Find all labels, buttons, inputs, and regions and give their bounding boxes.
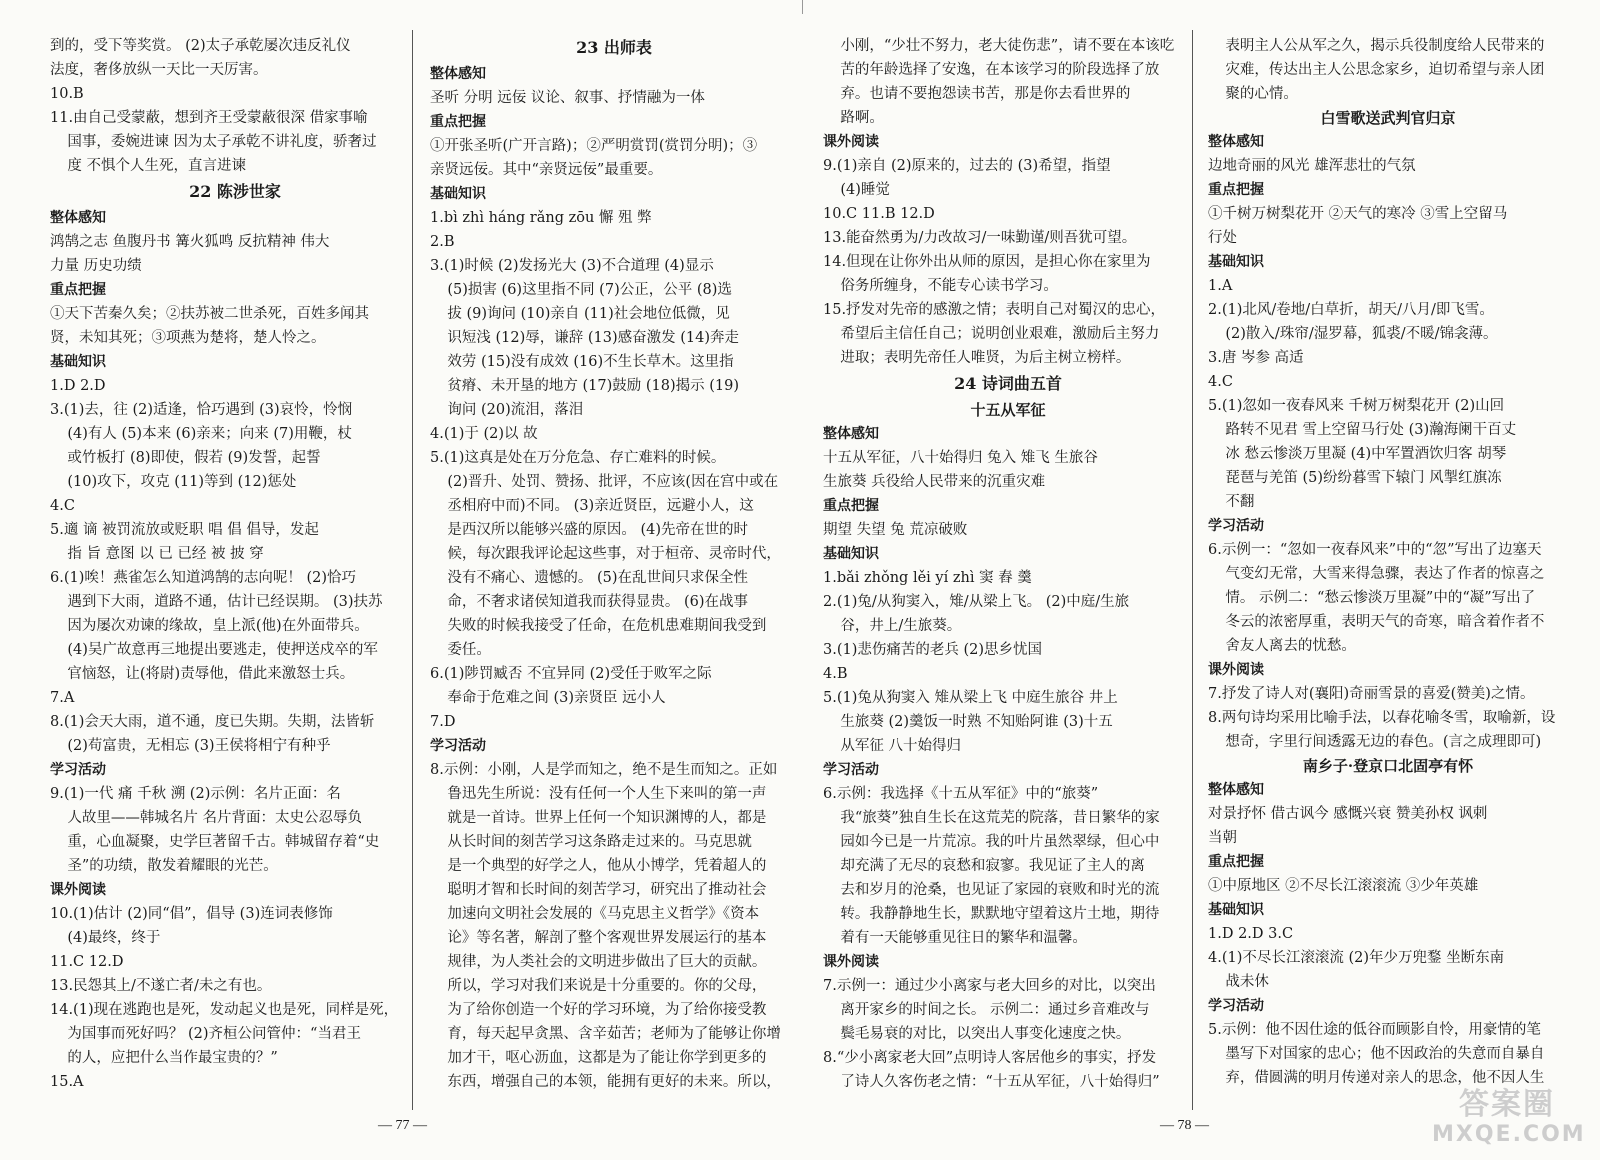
- text-line: 冬云的浓密厚重，表明天气的奇寒，暗含着作者不: [1225, 614, 1545, 630]
- text-line: 路啊。: [840, 110, 884, 126]
- text-line: 重，心血凝聚，史学巨著留千古。韩城留存着“史: [67, 834, 380, 850]
- section-heading: 整体感知: [50, 210, 106, 226]
- text-line: 4.C: [1208, 374, 1233, 390]
- text-line: 情。 示例二：“愁云惨淡万里凝”中的“凝”写出了: [1225, 590, 1536, 606]
- text-line: (5)损害 (6)这里指不同 (7)公正，公平 (8)选: [447, 282, 732, 298]
- text-line: 鬓毛易衰的对比，以突出人事变化速度之快。: [840, 1026, 1131, 1042]
- text-line: 3.(1)悲伤痛苦的老兵 (2)思乡忧国: [823, 642, 1043, 658]
- text-line: 8.“少小离家老大回”点明诗人客居他乡的事实，抒发: [823, 1050, 1157, 1066]
- text-line: (4)最终，终于: [67, 930, 161, 946]
- text-line: 1.D 2.D 3.C: [1208, 926, 1294, 942]
- text-line: 4.B: [823, 666, 848, 682]
- text-line: 论》等名著，解剖了整个客观世界发展运行的基本: [447, 930, 767, 946]
- text-line: 失败的时候我接受了任命，在危机患难期间我受到: [447, 618, 767, 634]
- text-line: 2.(1)兔/从狗窦入，雉/从梁上飞。 (2)中庭/生旅: [823, 594, 1130, 610]
- column-divider-right: [1192, 30, 1193, 1110]
- text-line: 育，每天起早贪黑、含辛茹苦；老师为了能够让你增: [447, 1026, 781, 1042]
- text-line: 为国事而死好吗？ (2)齐桓公问管仲：“当君王: [67, 1026, 361, 1042]
- poem-title: 白雪歌送武判官归京: [1320, 109, 1456, 127]
- text-line: 10.C 11.B 12.D: [823, 206, 935, 222]
- text-line: 气变幻无常，大雪来得急骤，表达了作者的惊喜之: [1225, 566, 1545, 582]
- text-line: 3.(1)时候 (2)发扬光大 (3)不合道理 (4)显示: [430, 258, 714, 274]
- text-line: 5.(1)兔从狗窦入 雉从梁上飞 中庭生旅谷 井上: [823, 690, 1118, 706]
- section-heading: 课外阅读: [1208, 662, 1264, 678]
- text-line: 琵琶与羌笛 (5)纷纷暮雪下辕门 风掣红旗冻: [1225, 470, 1502, 486]
- text-line: 丞相府中而)不同。 (3)亲近贤臣，远避小人，这: [447, 498, 754, 514]
- text-line: 2.B: [430, 234, 455, 250]
- column-3: [823, 34, 1193, 1094]
- text-line: 对景抒怀 借古讽今 感慨兴衰 赞美孙权 讽刺: [1208, 806, 1488, 822]
- watermark-logo: [1432, 1087, 1586, 1152]
- text-line: 不翻: [1225, 494, 1255, 510]
- section-heading: 重点把握: [50, 282, 106, 298]
- text-line: 舍友人离去的忧愁。: [1225, 638, 1356, 654]
- text-line: 5.示例：他不因仕途的低谷而顾影自怜，用豪情的笔: [1208, 1022, 1541, 1038]
- text-line: 鸿鹄之志 鱼腹丹书 篝火狐鸣 反抗精神 伟大: [50, 234, 330, 250]
- text-line: 亲贤远佞。其中“亲贤远佞”最重要。: [430, 162, 663, 178]
- text-line: 5.適 谪 被罚流放或贬职 唱 倡 倡导，发起: [50, 522, 319, 538]
- text-line: 8.(1)会天大雨，道不通，度已失期。失期，法皆斩: [50, 714, 375, 730]
- text-line: 加速向文明社会发展的《马克思主义哲学》《资本: [447, 906, 760, 922]
- center-fold-mark: [802, 0, 803, 14]
- section-heading: 学习活动: [50, 762, 106, 778]
- section-heading: 基础知识: [430, 186, 486, 202]
- text-line: 3.唐 岑参 高适: [1208, 350, 1304, 366]
- poem-title: 十五从军征: [970, 401, 1046, 419]
- section-heading: 重点把握: [1208, 182, 1264, 198]
- text-line: 我“旅葵”独自生长在这荒芜的院落，昔日繁华的家: [840, 810, 1160, 826]
- text-line: 离开家乡的时间之长。 示例二：通过乡音难改与: [840, 1002, 1150, 1018]
- text-line: 墨写下对国家的忠心；他不因政治的失意而自暴自: [1225, 1046, 1545, 1062]
- text-line: 灾难，传达出主人公思念家乡，迫切希望与亲人团: [1225, 62, 1545, 78]
- text-line: 当朝: [1208, 830, 1237, 846]
- text-line: 15.A: [50, 1074, 84, 1090]
- text-line: 十五从军征，八十始得归 兔入 雉飞 生旅谷: [823, 450, 1098, 466]
- text-line: ①中原地区 ②不尽长江滚滚流 ③少年英雄: [1208, 878, 1479, 894]
- text-line: 为了给你创造一个好的学习环境，为了给你接受教: [447, 1002, 767, 1018]
- column-4: [1208, 34, 1568, 1094]
- text-line: 因为屡次劝谏的缘故，皇上派(他)在外面带兵。: [67, 618, 369, 634]
- text-line: 边地奇丽的风光 雄浑悲壮的气氛: [1208, 158, 1416, 174]
- text-line: 13.能奋然勇为/力改故习/一味勤谨/则吾犹可望。: [823, 230, 1137, 246]
- text-line: 6.示例一：“忽如一夜春风来”中的“忽”写出了边塞天: [1208, 542, 1542, 558]
- section-heading: 整体感知: [1208, 782, 1264, 798]
- text-line: 奉命于危难之间 (3)亲贤臣 远小人: [447, 690, 666, 706]
- column-1: [50, 34, 420, 1094]
- text-line: 贫瘠、未开垦的地方 (17)鼓励 (18)揭示 (19): [447, 378, 740, 394]
- text-line: 转。我静静地生长，默默地守望着这片土地，期待: [840, 906, 1160, 922]
- text-line: 14.(1)现在逃跑也是死，发动起义也是死，同样是死，: [50, 1002, 399, 1018]
- section-heading: 课外阅读: [823, 134, 879, 150]
- text-line: 从军征 八十始得归: [840, 738, 961, 754]
- text-line: 13.民怨其上/不遂亡者/未之有也。: [50, 978, 272, 994]
- text-line: 11.由自己受蒙蔽，想到齐王受蒙蔽很深 借家事喻: [50, 110, 368, 126]
- section-heading: 学习活动: [430, 738, 486, 754]
- text-line: 聚的心情。: [1225, 86, 1298, 102]
- text-line: 却充满了无尽的哀愁和寂寥。我见证了主人的离: [840, 858, 1145, 874]
- text-line: 14.但现在让你外出从师的原因，是担心你在家里为: [823, 254, 1151, 270]
- text-line: (2)苟富贵，无相忘 (3)王侯将相宁有种乎: [67, 738, 331, 754]
- text-line: 弃。也请不要抱怨读书苦，那是你去看世界的: [840, 86, 1131, 102]
- text-line: 2.(1)北风/卷地/白草折，胡天/八月/即飞雪。: [1208, 302, 1494, 318]
- section-title: 22 陈涉世家: [189, 182, 281, 201]
- text-line: (2)晋升、处罚、赞扬、批评，不应该(因在宫中或在: [447, 474, 779, 490]
- text-line: 希望后主信任自己；说明创业艰难，激励后主努力: [840, 326, 1160, 342]
- text-line: 10.(1)估计 (2)同“倡”，倡导 (3)连词表修饰: [50, 906, 333, 922]
- text-line: 的人，应把什么当作最宝贵的？”: [67, 1050, 278, 1066]
- page-number-left: — 77 —: [378, 1118, 427, 1133]
- text-line: ①千树万树梨花开 ②天气的寒冷 ③雪上空留马: [1208, 206, 1508, 222]
- text-line: 圣”的功绩，散发着耀眼的光芒。: [67, 858, 278, 874]
- text-line: (4)睡觉: [840, 182, 890, 198]
- text-line: 6.(1)陟罚臧否 不宜异同 (2)受任于败军之际: [430, 666, 712, 682]
- text-line: 7.D: [430, 714, 456, 730]
- text-line: 1.bǎi zhǒng lěi yí zhì 窦 舂 羹: [823, 570, 1032, 586]
- text-line: 候，每次跟我评论起这些事，对于桓帝、灵帝时代，: [447, 546, 781, 562]
- text-line: 询问 (20)流泪，落泪: [447, 402, 584, 418]
- text-line: 5.(1)这真是处在万分危急、存亡难料的时候。: [430, 450, 726, 466]
- text-line: 弃，借圆满的明月传递对亲人的思念，他不因人生: [1225, 1070, 1545, 1086]
- text-line: 期望 失望 兔 荒凉破败: [823, 522, 968, 538]
- text-line: 路转不见君 雪上空留马行处 (3)瀚海阑干百丈: [1225, 422, 1517, 438]
- text-line: 去和岁月的沧桑，也见证了家园的衰败和时光的流: [840, 882, 1160, 898]
- text-line: 官恼怒，让(将尉)责辱他，借此来激怒士兵。: [67, 666, 355, 682]
- text-line: 是一个典型的好学之人，他从小博学，凭着超人的: [447, 858, 767, 874]
- section-title: 23 出师表: [576, 38, 652, 57]
- column-2: [430, 34, 798, 1094]
- text-line: 命，不奢求诸侯知道我而获得显贵。 (6)在战事: [447, 594, 749, 610]
- text-line: 指 旨 意图 以 已 已经 被 披 穿: [67, 546, 264, 562]
- section-heading: 重点把握: [430, 114, 486, 130]
- text-line: 3.(1)去，往 (2)适逢，恰巧遇到 (3)哀怜，怜悯: [50, 402, 353, 418]
- text-line: 拔 (9)询问 (10)亲自 (11)社会地位低微，见: [447, 306, 730, 322]
- text-line: (10)攻下，攻克 (11)等到 (12)惩处: [67, 474, 297, 490]
- text-line: 生旅葵 (2)羹饭一时熟 不知贻阿谁 (3)十五: [840, 714, 1113, 730]
- section-heading: 整体感知: [430, 66, 486, 82]
- text-line: 效劳 (15)没有成效 (16)不生长草木。这里指: [447, 354, 734, 370]
- text-line: 法度，奢侈放纵一天比一天厉害。: [50, 62, 268, 78]
- text-line: 识短浅 (12)辱，谦辞 (13)感奋激发 (14)奔走: [447, 330, 740, 346]
- text-line: 行处: [1208, 230, 1237, 246]
- text-line: 鲁迅先生所说：没有任何一个人生下来叫的第一声: [447, 786, 767, 802]
- text-line: 10.B: [50, 86, 84, 102]
- section-heading: 整体感知: [1208, 134, 1264, 150]
- text-line: 贤，未知其死；③项燕为楚将，楚人怜之。: [50, 330, 326, 346]
- text-line: 着有一天能够重见往日的繁华和温馨。: [840, 930, 1087, 946]
- section-heading: 课外阅读: [50, 882, 106, 898]
- column-divider-left: [412, 30, 413, 1110]
- text-line: 11.C 12.D: [50, 954, 124, 970]
- text-line: 遇到下大雨，道路不通，估计已经误期。 (3)扶苏: [67, 594, 383, 610]
- section-heading: 学习活动: [823, 762, 879, 778]
- text-line: 就是一首诗。世界上任何一个知识渊博的人，都是: [447, 810, 767, 826]
- text-line: 15.抒发对先帝的感激之情；表明自己对蜀汉的忠心，: [823, 302, 1166, 318]
- text-line: (4)吴广故意再三地提出要逃走，使押送戍卒的军: [67, 642, 378, 658]
- text-line: (2)散入/珠帘/湿罗幕，狐裘/不暖/锦衾薄。: [1225, 326, 1498, 342]
- text-line: 没有不痛心、遗憾的。 (5)在乱世间只求保全性: [447, 570, 749, 586]
- text-line: 冰 愁云惨淡万里凝 (4)中军置酒饮归客 胡琴: [1225, 446, 1507, 462]
- text-line: 圣听 分明 远佞 议论、叙事、抒情融为一体: [430, 90, 705, 106]
- text-line: 8.两句诗均采用比喻手法，以春花喻冬雪，取喻新，设: [1208, 710, 1556, 726]
- poem-title: 南乡子·登京口北固亭有怀: [1302, 757, 1474, 775]
- text-line: 9.(1)一代 痛 千秋 溯 (2)示例：名片正面：名: [50, 786, 341, 802]
- text-line: 生旅葵 兵役给人民带来的沉重灾难: [823, 474, 1046, 490]
- text-line: 表明主人公从军之久，揭示兵役制度给人民带来的: [1225, 38, 1545, 54]
- text-line: 谷，井上/生旅葵。: [840, 618, 962, 634]
- text-line: 进取；表明先帝任人唯贤，为后主树立榜样。: [840, 350, 1131, 366]
- text-line: 是西汉所以能够兴盛的原因。 (4)先帝在世的时: [447, 522, 749, 538]
- text-line: 到的，受下等奖赏。 (2)太子承乾屡次违反礼仪: [50, 38, 351, 54]
- text-line: 规律，为人类社会的文明进步做出了巨大的贡献。: [447, 954, 767, 970]
- section-heading: 基础知识: [50, 354, 106, 370]
- text-line: 了诗人久客伤老之情：“十五从军征，八十始得归”: [840, 1074, 1160, 1090]
- text-line: ①开张圣听(广开言路)；②严明赏罚(赏罚分明)；③: [430, 138, 758, 154]
- text-line: ①天下苦秦久矣；②扶苏被二世杀死，百姓多闻其: [50, 306, 369, 322]
- text-line: 想奇，字里行间透露无边的春色。(言之成理即可): [1225, 734, 1542, 750]
- text-line: 战未休: [1225, 974, 1269, 990]
- text-line: 4.(1)不尽长江滚滚流 (2)年少万兜鍪 坐断东南: [1208, 950, 1505, 966]
- text-line: 6.(1)唉！燕雀怎么知道鸿鹄的志向呢！ (2)恰巧: [50, 570, 357, 586]
- section-heading: 重点把握: [823, 498, 879, 514]
- text-line: 7.示例一：通过少小离家与老大回乡的对比，以突出: [823, 978, 1156, 994]
- section-heading: 学习活动: [1208, 998, 1264, 1014]
- text-line: 俗务所缠身，不能专心读书学习。: [840, 278, 1058, 294]
- text-line: 小刚，“少壮不努力，老大徒伤悲”，请不要在本该吃: [840, 38, 1175, 54]
- text-line: 国事，委婉进谏 因为太子承乾不讲礼度，骄奢过: [67, 134, 377, 150]
- text-line: 5.(1)忽如一夜春风来 千树万树梨花开 (2)山回: [1208, 398, 1505, 414]
- text-line: 7.A: [50, 690, 75, 706]
- text-line: 所以，学习对我们来说是十分重要的。你的父母，: [447, 978, 767, 994]
- watermark-domain: MXQE.COM: [1432, 1122, 1586, 1147]
- text-line: 8.示例：小刚，人是学而知之，绝不是生而知之。正如: [430, 762, 778, 778]
- text-line: 委任。: [447, 642, 491, 658]
- text-line: 从长时间的刻苦学习这条路走过来的。马克思就: [447, 834, 752, 850]
- text-line: 1.A: [1208, 278, 1233, 294]
- text-line: 聪明才智和长时间的刻苦学习，研究出了推动社会: [447, 882, 767, 898]
- text-line: 苦的年龄选择了安逸，在本该学习的阶段选择了放: [840, 62, 1160, 78]
- text-line: 东西，增强自己的本领，能拥有更好的未来。所以，: [447, 1074, 781, 1090]
- text-line: 人故里——韩城名片 名片背面：太史公忍辱负: [67, 810, 362, 826]
- watermark-text: 答案圈: [1459, 1087, 1555, 1122]
- text-line: 7.抒发了诗人对(襄阳)奇丽雪景的喜爱(赞美)之情。: [1208, 686, 1535, 702]
- text-line: 或竹板打 (8)即使，假若 (9)发誓，起誓: [67, 450, 321, 466]
- text-line: 4.C: [50, 498, 75, 514]
- text-line: 度 不惧个人生死，直言进谏: [67, 158, 246, 174]
- section-heading: 基础知识: [823, 546, 879, 562]
- section-title: 24 诗词曲五首: [954, 374, 1062, 393]
- section-heading: 整体感知: [823, 426, 879, 442]
- text-line: 1.D 2.D: [50, 378, 106, 394]
- text-line: 加才干，呕心沥血，这都是为了能让你学到更多的: [447, 1050, 767, 1066]
- text-line: 园如今已是一片荒凉。我的叶片虽然翠绿，但心中: [840, 834, 1160, 850]
- text-line: 4.(1)于 (2)以 故: [430, 426, 538, 442]
- page-number-right: — 78 —: [1160, 1118, 1209, 1133]
- text-line: 力量 历史功绩: [50, 258, 142, 274]
- text-line: 1.bì zhì háng rǎng zōu 懈 殂 弊: [430, 210, 652, 226]
- section-heading: 基础知识: [1208, 254, 1264, 270]
- section-heading: 课外阅读: [823, 954, 879, 970]
- text-line: 9.(1)亲自 (2)原来的，过去的 (3)希望，指望: [823, 158, 1111, 174]
- text-line: (4)有人 (5)本来 (6)亲来；向来 (7)用鞭，杖: [67, 426, 352, 442]
- section-heading: 重点把握: [1208, 854, 1264, 870]
- section-heading: 基础知识: [1208, 902, 1264, 918]
- section-heading: 学习活动: [1208, 518, 1264, 534]
- text-line: 6.示例：我选择《十五从军征》中的“旅葵”: [823, 786, 1099, 802]
